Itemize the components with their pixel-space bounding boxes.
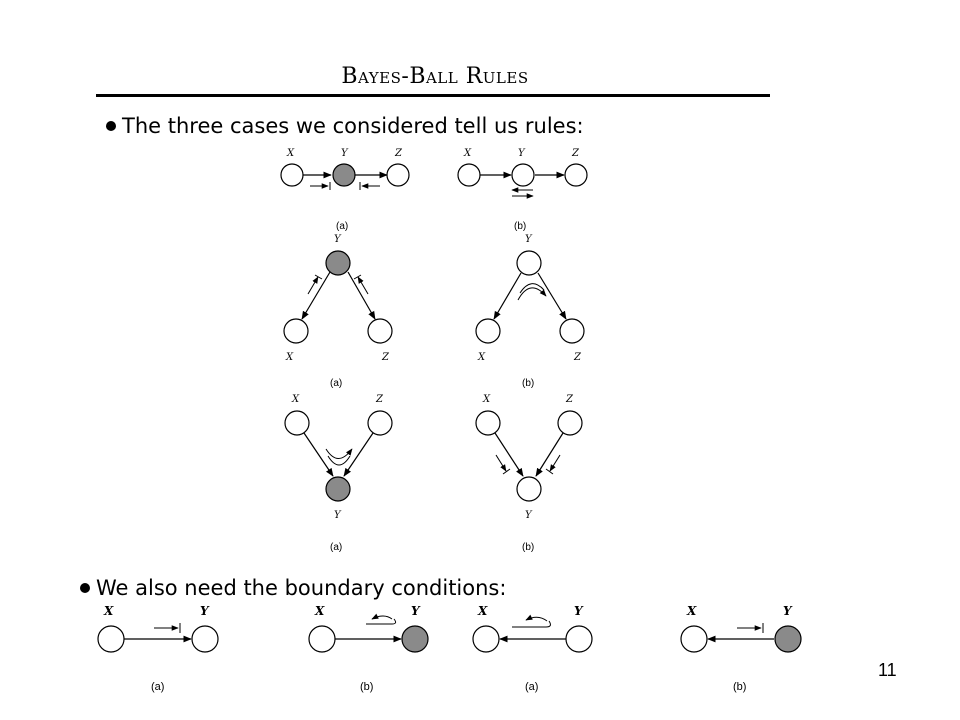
label-y: Y [574, 604, 583, 618]
node-y [192, 626, 218, 652]
label-x: X [687, 604, 697, 618]
fork-case-b [476, 234, 584, 389]
node-z [565, 164, 587, 186]
node-x [681, 626, 707, 652]
bullet-cases-text: The three cases we considered tell us rules: [122, 114, 584, 138]
collider-case-b [476, 394, 582, 553]
node-x [98, 626, 124, 652]
node-x [458, 164, 480, 186]
label-x: X [464, 148, 472, 159]
node-x [476, 319, 500, 343]
node-x [281, 164, 303, 186]
node-y [566, 626, 592, 652]
node-z [387, 164, 409, 186]
boundary-3 [473, 604, 592, 693]
node-x [284, 319, 308, 343]
boundary-1 [98, 604, 218, 693]
node-y-observed [775, 626, 801, 652]
label-y: Y [525, 510, 532, 521]
node-z [368, 411, 392, 435]
node-y-observed [402, 626, 428, 652]
label-x: X [483, 394, 491, 405]
node-y [517, 251, 541, 275]
bullet-boundary-text: We also need the boundary conditions: [96, 576, 507, 600]
label-z: Z [395, 148, 402, 159]
label-z: Z [566, 394, 573, 405]
label-y: Y [411, 604, 420, 618]
label-x: X [287, 148, 295, 159]
node-x [476, 411, 500, 435]
caption-a: (a) [151, 681, 165, 693]
label-x: X [478, 352, 486, 363]
chain-case-a [281, 148, 409, 232]
label-y: Y [200, 604, 209, 618]
label-x: X [478, 604, 488, 618]
node-z [558, 411, 582, 435]
label-z: Z [572, 148, 579, 159]
label-y: Y [518, 148, 525, 159]
caption-b: (b) [360, 681, 374, 693]
collider-case-a [285, 394, 392, 553]
node-z [560, 319, 584, 343]
fork-case-a [284, 234, 392, 389]
caption-b: (b) [733, 681, 747, 693]
label-y: Y [525, 234, 532, 245]
label-x: X [315, 604, 325, 618]
caption-b: (b) [522, 542, 535, 553]
caption-a: (a) [330, 542, 343, 553]
caption-a: (a) [336, 221, 349, 232]
node-x [473, 626, 499, 652]
node-y-observed [326, 251, 350, 275]
label-z: Z [376, 394, 383, 405]
boundary-4 [681, 604, 801, 693]
caption-a: (a) [330, 378, 343, 389]
caption-a: (a) [525, 681, 539, 693]
label-y: Y [334, 234, 341, 245]
label-x: X [104, 604, 114, 618]
boundary-2 [309, 604, 428, 693]
chain-case-b [458, 148, 587, 232]
node-z [368, 319, 392, 343]
label-y: Y [334, 510, 341, 521]
caption-b: (b) [522, 378, 535, 389]
node-x [309, 626, 335, 652]
caption-b: (b) [514, 221, 527, 232]
label-x: X [292, 394, 300, 405]
slide-title: Bayes-Ball Rules [341, 64, 529, 89]
page-number: 11 [878, 660, 897, 680]
label-x: X [286, 352, 294, 363]
label-y: Y [341, 148, 348, 159]
label-z: Z [382, 352, 389, 363]
node-y-observed [333, 164, 355, 186]
label-z: Z [574, 352, 581, 363]
node-y-observed [326, 477, 350, 501]
node-x [285, 411, 309, 435]
label-y: Y [783, 604, 792, 618]
node-y [517, 477, 541, 501]
node-y [512, 164, 534, 186]
